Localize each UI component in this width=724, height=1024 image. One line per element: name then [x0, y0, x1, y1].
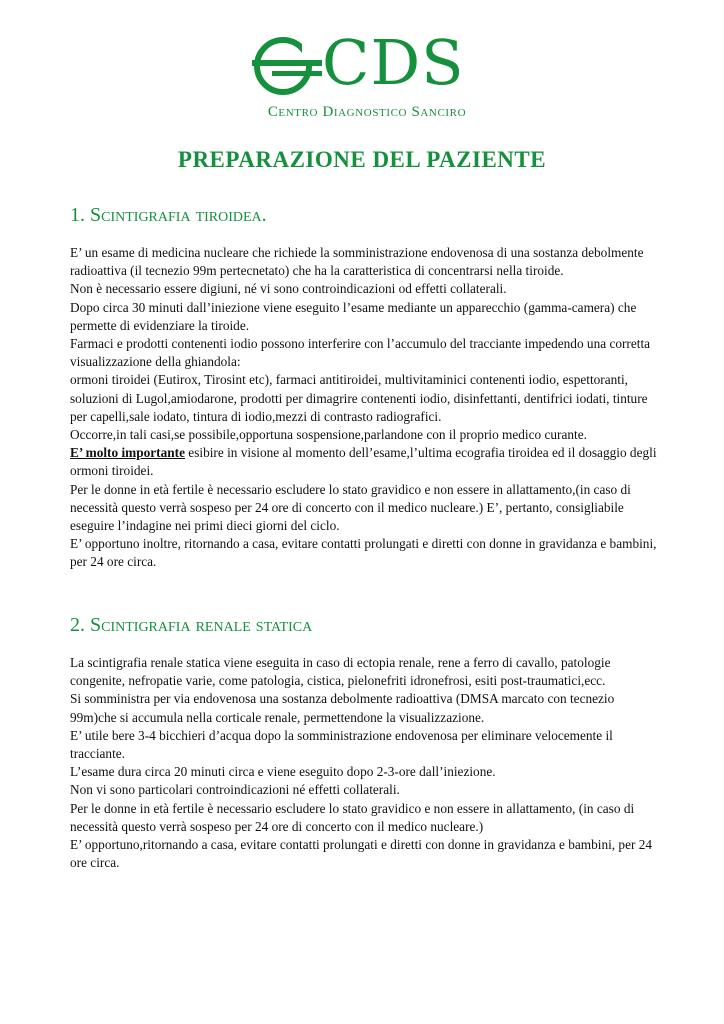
section-2-body — [70, 654, 660, 872]
paragraph: Per le donne in età fertile è necessario escludere lo stato gravidico e non essere in allattamento,(in caso di necessità questo verrà sospeso per 24 ore di concerto con il medico nucleare.) E’, pertanto, consigliabile eseguire l’indagine nei primi dieci giorni del ciclo. — [70, 481, 631, 534]
paragraph: L’esame dura circa 20 minuti circa e viene eseguito dopo 2-3-ore dall’iniezione. — [70, 764, 496, 780]
logo-subtitle: Centro Diagnostico Sanciro — [267, 104, 467, 120]
cds-logo-mark-icon — [252, 36, 322, 96]
paragraph: La scintigrafia renale statica viene eseguita in caso di ectopia renale, rene a ferro di cavallo, patologie congenite, nefropatie varie, come patologia, cistica, pielonefriti idronefrosi, esiti post-traumatici,ecc. — [70, 655, 611, 689]
paragraph: Non vi sono particolari controindicazioni né effetti collaterali. — [70, 782, 400, 798]
section-1-body — [70, 244, 660, 572]
document-title: PREPARAZIONE DEL PAZIENTE — [177, 147, 547, 172]
section-2-title: 2. Scintigrafia renale statica — [70, 614, 313, 636]
paragraph: E’ un esame di medicina nucleare che richiede la somministrazione endovenosa di una sostanza debolmente radioattiva (il tecnezio 99m pertecnetato) che ha la caratteristica di concentrarsi nella tiroide. — [70, 245, 644, 279]
paragraph: E’ opportuno inoltre, ritornando a casa, evitare contatti prolungati e diretti con donne in gravidanza e bambini, per 24 ore circa. — [70, 536, 657, 570]
important-label: E’ molto importante — [70, 445, 185, 461]
logo-text: CDS — [322, 26, 465, 99]
paragraph: E’ utile bere 3-4 bicchieri d’acqua dopo la somministrazione endovenosa per eliminare velocemente il tracciante. — [70, 727, 613, 762]
important-paragraph — [70, 444, 660, 480]
paragraph: Dopo circa 30 minuti dall’iniezione viene eseguito l’esame mediante un apparecchio (gamma-camera) che permette di evidenziare la tiroide. — [70, 299, 637, 333]
paragraph: E’ opportuno,ritornando a casa, evitare contatti prolungati e diretti con donne in gravidanza e bambini, per 24 ore circa. — [70, 837, 653, 871]
paragraph: Per le donne in età fertile è necessario escludere lo stato gravidico e non essere in allattamento, (in caso di necessità questo verrà sospeso per 24 ore di concerto con il medico nucleare.) — [70, 800, 635, 834]
paragraph: ormoni tiroidei (Eutirox, Tirosint etc), farmaci antitiroidei, multivitaminici contenenti iodio, espettoranti, soluzioni di Lugol,amiodarone, prodotti per dimagrire contenenti iodio, disinfettanti, dentifrici iodati, tinture per capelli,sale iodato, tintura di iodio,mezzi di contrasto radiografici. — [70, 372, 648, 424]
cds-logo — [252, 26, 484, 126]
paragraph: Non è necessario essere digiuni, né vi sono controindicazioni od effetti collaterali. — [70, 281, 507, 297]
important-text: esibire in visione al momento dell’esame,l’ultima ecografia tiroidea ed il dosaggio degli ormoni tiroidei. — [70, 445, 657, 479]
paragraph: Si somministra per via endovenosa una sostanza debolmente radioattiva (DMSA marcato con tecnezio 99m)che si accumula nella corticale renale, permettendone la visualizzazione. — [70, 691, 615, 725]
paragraph: Farmaci e prodotti contenenti iodio possono interferire con l’accumulo del tracciante impedendo una corretta visualizzazione della ghiandola: — [70, 336, 651, 370]
paragraph: Occorre,in tali casi,se possibile,opportuna sospensione,parlandone con il proprio medico curante. — [70, 427, 587, 443]
section-1-title: 1. Scintigrafia tiroidea. — [70, 204, 267, 226]
